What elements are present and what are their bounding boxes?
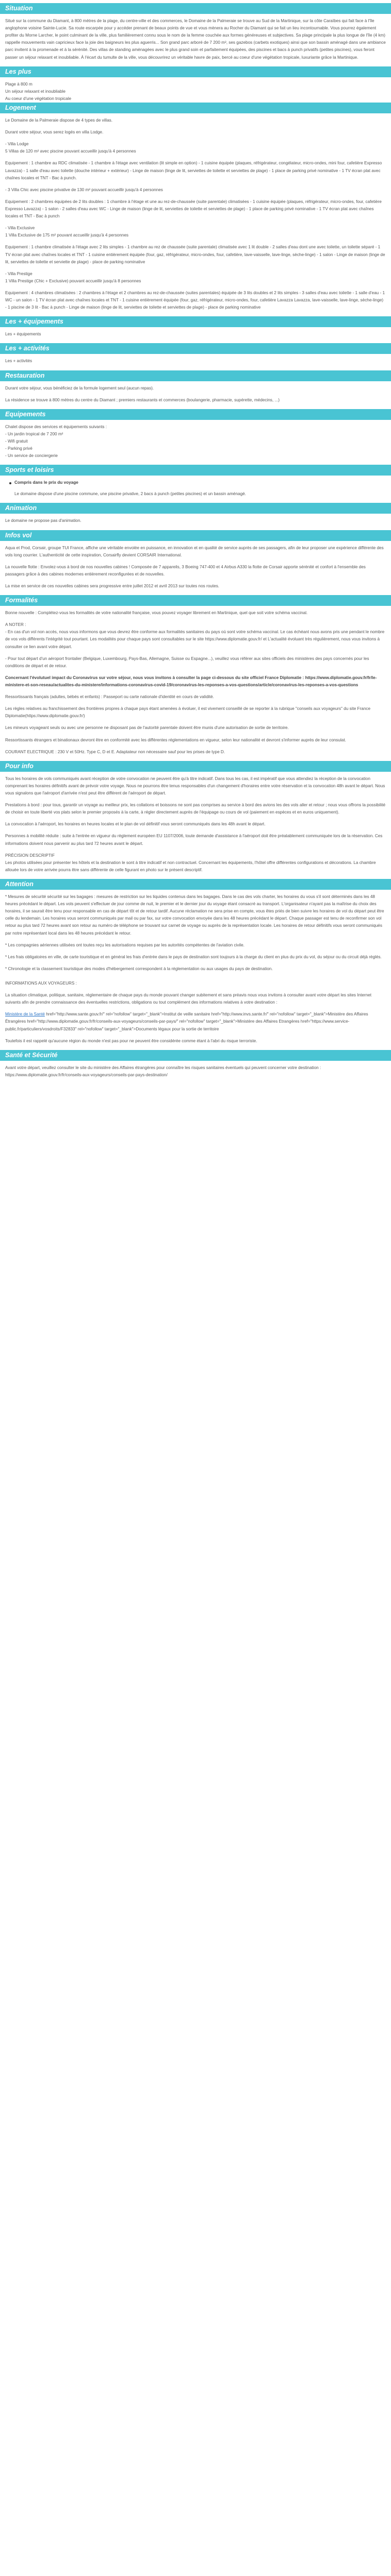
equipement-line: - Un jardin tropical de 7 200 m²	[5, 431, 63, 436]
section-logement	[0, 103, 391, 311]
bullet-icon	[9, 482, 11, 484]
attention-p4: * Chronologie et la classement touristique des modes d'hébergement correspondent à la réglementation ou aux usages du pays de destination.	[5, 966, 273, 971]
equipement-line: - Un service de conciergerie	[5, 453, 58, 459]
restauration-text-2: La résidence se trouve à 800 mètres du centre du Diamant ; premiers restaurants et commerces (boulangerie, pharmacie, supérette, médecins, ...)	[5, 397, 280, 402]
section-title-infos-vol: Infos vol	[0, 530, 391, 541]
attention-p1: * Mesures de sécurité sécurité sur les bagages : mesures de restriction sur les liquides contenus dans les bagages. Dans le cas des vols charter, les horaires du vous s'il sont déterminés dans les 48 heures précédant le départ. Les vols peuvent s'effectuer de jour comme de nuit, le premier et le dernier jour du voyage étant consacré au transport. L'organisateur n'ayant pas la maîtrise du choix des horaires, il se saurait être tenu pour responsable en cas de départ tôt et de retour tardif. Aucune réclamation ne sera prise en compte, vous êtes priés de bien suivre les horaires de vol du départ peut être celle du lendemain. Les horaires vous seront communiqués par mail ou par fax, sur votre convocation envoyée dans les 48 heures précédant le départ. Chaque passager est tenu de reconfirmer son vol retour au plus tard 72 heures avant son retour au numéro de téléphone se trouvant sur carnet de voyage ou auprès de la représentation locale. Les horaires de retour définitifs vous seront communiqués par notre représentant local dans les 48 heures précédant le retour.	[5, 894, 384, 936]
plus-line: Un séjour relaxant et inoubliable	[5, 89, 66, 94]
attention-p8: Toutefois il est rappelé qu'aucune région du monde n'est pas pour ne peuvent être considérée comme étant à l'abri du risque terroriste.	[5, 1038, 257, 1043]
formalites-p3: - En cas d'un vol non accès, nous vous informons que vous devrez être conforme aux formalités sanitaires du pays où sont votre schéma vaccinal. Le cas échéant nous avons pris une pendant le nombre de vos vols différents l'intégrité tout pourtant. Les modalités pour chaque pays sont consultables sur le site https://www.diplomatie.gouv.fr/ et L'actualité évoluant très régulièrement, nous vous invitons à consulter ce lien avant votre départ.	[5, 630, 385, 649]
ministere-sante-link[interactable]: Ministère de la Santé	[5, 1012, 45, 1017]
section-title-situation: Situation	[0, 3, 391, 14]
prestige-detail: Equipement : 4 chambres climatisées : 2 chambres à l'étage et 2 chambres au rez-de-chaussée (suites parentales) équipée de 3 lits doubles et 2 lits simples - 3 salles d'eau avec toilette - 1 salle d'eau - 1 WC - un salon - 1 TV écran plat avec chaînes locales et TNT - 1 cuisine entièrement équipée (four, gaz, réfrigérateur, micro-ondes, four, cafetière Lavazza Lavazza, lave-vaisselle, lave-linge, sèche-linge) - 1 piscine de 3 lit - Bac à punch - Linge de maison (linge de lit, serviettes de toilette et serviettes de plage) - place de parking nominative	[5, 290, 385, 310]
restauration-text: Durant votre séjour, vous bénéficiez de la formule logement seul (aucun repas).	[5, 385, 154, 391]
section-title-les-plus: Les plus	[0, 66, 391, 77]
infos-p1: Aqua et Prod, Corsair, groupe TUI France, affiche une véritable envolée en puissance, en innovation et en qualité de service auprès de ses passagers, afin de leur proposer une expérience différente des vols long courrier. L'authenticité de cette inspiration, Corsairfly devient CORSAIR International.	[5, 545, 384, 557]
section-title-restauration: Restauration	[0, 370, 391, 381]
sports-text: Le domaine dispose d'une piscine commune, une piscine privative, 2 bacs à punch (petites piscines) et un bassin aménagé.	[14, 492, 246, 497]
section-formalites	[0, 595, 391, 756]
section-title-logement: Logement	[0, 103, 391, 113]
exclusive-title: - Villa Exclusive	[5, 226, 35, 231]
formalites-p5: Concernant l'évolutuel impact du Coronavirus sur votre séjour, nous vous invitons à consulter la page ci-dessous du site officiel France Diplomatie : https://www.diplomatie.gouv.fr/fr/le-ministere-et-son-reseau/actualites-du-ministere/informations-coronavirus-covid-19/coronavirus-les-reponses-a-vos-questions/article/coronavirus-les-reponses-a-vos-questions	[5, 675, 377, 688]
sports-bullet	[9, 479, 386, 486]
formalites-p1: Bonne nouvelle : Complétez-vous les formalités de votre nationalité française, vous pouvez voyager librement en Martinique, quel que soit votre schéma vaccinal.	[5, 611, 308, 616]
animation-text: Le domaine ne propose pas d'animation.	[5, 518, 82, 523]
prestige-text: 1 Villa Prestige (Chic + Exclusive) pouvant accueillir jusqu'à 8 personnes	[5, 278, 141, 283]
section-infos-vol	[0, 530, 391, 590]
formalites-p2: A NOTER :	[5, 622, 26, 628]
exclusive-detail: Equipement : 1 chambre climatisée à l'étage avec 2 lits simples - 1 chambre au rez de chaussée (suite parentale) climatisée avec 1 lit double - 2 salles d'eau dont une avec toilette, un toilette séparé - 1 TV écran plat avec chaînes locales et TNT - 1 cuisine entièrement équipée (four, gaz, réfrigérateur, micro-ondes, four, cafetière, lave-vaisselle, lave-linge, sèche-linge) - 1 salon - Linge de maison (linge de lit, serviettes de toilette et serviette de plage) - place de parking nominative	[5, 245, 385, 264]
section-equipements	[0, 409, 391, 460]
section-title-sports: Sports et loisirs	[0, 465, 391, 476]
section-les-plus	[0, 66, 391, 103]
equipement-line: - Wifi gratuit	[5, 438, 28, 444]
formalites-p8: Les mineurs voyageant seuls ou avec une personne ne disposant pas de l'autorité parentale doivent être munis d'une autorisation de sortie de territoire.	[5, 725, 289, 731]
formalites-p9: Ressortissants étrangers et binationaux devront être en conformité avec les différentes réglementations en vigueur, selon leur nationalité et devront s'informer auprès de leur consulat.	[5, 737, 346, 742]
pourinfo-p1: Tous les horaires de vols communiqués avant réception de votre convocation ne peuvent être qu'à titre indicatif. Dans tous les cas, il est impératif que vous attendiez la réception de la convocation comprenant les horaires définitifs avant de prévoir votre voyage. Nous ne pourrons être tenus responsables d'un changement d'horaires entre votre réservation et la convocation 48h avant le départ. Nous vous signalons que l'aéroport d'arrivée n'est peut être différent de l'aéroport de départ.	[5, 776, 385, 795]
section-title-plus-activites: Les + activités	[0, 343, 391, 354]
attention-p5: INFORMATIONS AUX VOYAGEURS :	[5, 980, 77, 986]
plus-line: Plage à 800 m	[5, 81, 32, 87]
exclusive-text: 1 Villa Exclusive de 175 m² pouvant accueillir jusqu'à 4 personnes	[5, 233, 128, 238]
pourinfo-p2: Prestations à bord : pour tous, garantir un voyage au meilleur prix, les collations et boissons ne sont pas comprises au service à bord des avions les des vols aller et retour ; nous vous offrons la possibilité de choisir en toute liberté vos plats selon le premier proposés à la carte, à régler directement auprès de l'équipage ou cours de vol (paiement en espèces et en euros uniquement).	[5, 803, 386, 815]
pourinfo-p5: PRÉCISION DESCRIPTIF	[5, 853, 55, 858]
section-sante	[0, 1050, 391, 1079]
sports-bullet-label: Compris dans le prix du voyage	[14, 480, 78, 485]
logement-intro-2: Durant votre séjour, vous serez logés en villa Lodge.	[5, 130, 104, 135]
attention-p6: La situation climatique, politique, sanitaire, réglementaire de chaque pays du monde pouvant changer subitement et sans préavis nous vous invitons à consulter avant votre départ les sites Internet suivants afin de prendre connaissance des éventuelles restrictions, obligations ou tout complément des informations relatives à votre destination :	[5, 993, 372, 1005]
section-animation	[0, 503, 391, 524]
pourinfo-p6: Les photos utilisées pour présenter les hôtels et la destination le sont à titre indicatif et non contractuel. Concernant les équipements, l'hôtel offre différentes configurations et décorations. La chambre allouée lors de votre arrivée pourra être sans différente de celle figurant en photo sur le présent descriptif.	[5, 860, 376, 872]
attention-p3: * Les frais obligatoires en ville, de carte touristique et en général les frais d'entrée dans le pays de destination sont toujours à la charge du client en plus du prix du vol, du séjour ou du circuit déjà réglés.	[5, 954, 382, 959]
section-pour-info	[0, 761, 391, 874]
lodge-text: 5 Villas de 120 m² avec piscine pouvant accueillir jusqu'à 4 personnes	[5, 149, 136, 154]
pourinfo-p4: Personnes à mobilité réduite : suite à l'entrée en vigueur du règlement européen EU 1107/2006, toute demande d'assistance à l'aéroport doit être préalablement communiquée lors de la réservation. Ces informations doivent nous parvenir au plus tard 72 heures avant le départ.	[5, 834, 383, 846]
section-restauration	[0, 370, 391, 404]
attention-links	[5, 1011, 386, 1032]
formalites-p4: - Pour tout départ d'un aéroport frontalier (Belgique, Luxembourg, Pays-Bas, Allemagne, Suisse ou Espagne...), veuillez vous référer aux sites officiels des ministères des pays concernés pour les conditions de départ et de retour.	[5, 656, 369, 668]
equipement-line: - Parking privé	[5, 446, 32, 451]
section-attention	[0, 879, 391, 1045]
equipements-intro: Chalet dispose des services et équipements suivants :	[5, 424, 107, 429]
situation-text: Situé sur la commune du Diamant, à 800 mètres de la plage, du centre-ville et des commerces, le Domaine de la Palmeraie se trouve au Sud de la Martinique, sur la côte Caraïbes qui fait face à l'île anglophone voisine Sainte-Lucie. Sa route escarpée pour y accéder prenant de beaux points de vue et vous mènera au Rocher du Diamant qui se fait un lieu incontournable. Vous pourrez également profiter du Morne Larcher, le point culminant de la ville, plus familièrement connu sous le nom de la femme couchée aux formes généreuses et subjectives. Sa plage principale la plus longue de l'île (4 km) rappelle mouvements vain capricieux face la joie des baigneurs les plus aguerris... Son grand parc arboré de 7 200 m², ses gazebos (carbets exotiques) ainsi que son bassin aménagé dans une ambiance parc invitent à la promenade et à la sérénité. Des villas de standing aménagées avec le plus grand soin et parfaitement équipées, des piscines et bacs à punch privatifs (petites piscines), vous feront passer un séjour relaxant et inoubliable. À l'écart du tumulte de la ville, vous découvrirez un véritable havre de paix, bercé au coeur d'une végétation tropicale, luxuriante grâce la Martinique.	[5, 19, 386, 60]
villa-chic-detail: Equipement : 2 chambres équipées de 2 lits doubles : 1 chambre à l'étage et une au rez-de-chaussée (suite parentale) climatisées - 1 cuisine équipée (plaques, réfrigérateur, micro-ondes, four, cafetière Expresso Lavazza) - 1 salon - 2 salles d'eau avec WC - Linge de maison (linge de lit, serviettes de toilette et serviettes de plage) - 1 place de parking privé nominative - 1 TV écran plat avec chaînes locales et TNT - Bac à punch	[5, 199, 382, 219]
plus-activites-text: Les + activités	[5, 359, 32, 364]
infos-p3: La mise en service de ces nouvelles cabines sera progressive entre juillet 2012 et avril 2013 sur toutes nos routes.	[5, 584, 220, 589]
lodge-title: - Villa Lodge	[5, 142, 29, 147]
section-title-plus-equipements: Les + équipements	[0, 316, 391, 327]
formalites-p10: COURANT ELECTRIQUE : 230 V et 50Hz. Type C, D et E. Adaptateur non nécessaire sauf pour les prises de type D.	[5, 749, 225, 754]
pourinfo-p3: La convocation à l'aéroport, les horaires en heures locales et le plan de vol définitif vous seront communiqués dans les 48h avant le départ.	[5, 822, 266, 827]
sante-text: Avant votre départ, veuillez consulter le site du ministère des Affaires étrangères pour connaître les risques sanitaires éventuels qui peuvent concerner votre destination : https://www.diplomatie.gouv.fr/fr/conseils-aux-voyageurs/conseils-par-pays-destination/	[5, 1065, 321, 1077]
section-plus-equipements	[0, 316, 391, 338]
section-title-attention: Attention	[0, 879, 391, 890]
lodge-detail: Equipement : 1 chambre au RDC climatisée - 1 chambre à l'étage avec ventilation (lit simple en option) - 1 cuisine équipée (plaques, réfrigérateur, congélateur, micro-ondes, mini four, cafetière Expresso Lavazza) - 1 salle d'eau avec toilette (douche intérieur + extérieur) - Linge de maison (linge de lit, serviettes de toilette et serviettes de plage) - 1 place de parking privé nominative - 1 TV écran plat avec chaînes locales et TNT - Bac à punch.	[5, 161, 382, 180]
formalites-p7: Les règles relatives au franchissement des frontières propres à chaque pays étant amenées à évoluer, il est vivement conseillé de se reporter à la rubrique "conseils aux voyageurs" du site France Diplomatie(https://www.diplomatie.gouv.fr/)	[5, 706, 371, 719]
plus-line: Au coeur d'une végétation tropicale	[5, 96, 72, 101]
section-situation	[0, 3, 391, 61]
formalites-p6: Ressortissants français (adultes, bébés et enfants) : Passeport ou carte nationale d'identité en cours de validité.	[5, 694, 214, 700]
infos-p2: La nouvelle flotte : Envolez-vous à bord de nos nouvelles cabines ! Composée de 7 appareils, 3 Boeing 747-400 et 4 Airbus A330 la flotte de Corsair apporte sérénité et confort à l'ensemble des passagers grâce à des cabines modernes entièrement reconfigurées et de nouvelles.	[5, 564, 366, 577]
section-sports	[0, 465, 391, 498]
plus-equipements-text: Les + équipements	[5, 332, 41, 337]
logement-intro: Le Domaine de la Palmeraie dispose de 4 types de villas.	[5, 117, 112, 123]
attention-p2: * Les compagnies aériennes utilisées ont toutes reçu les autorisations requises par les autorités compétentes de l'aviation civile.	[5, 942, 245, 947]
villa-chic-title: - 3 Villa Chic avec piscine privative de 130 m² pouvant accueillir jusqu'à 4 personnes	[5, 187, 163, 192]
section-title-equipements: Equipements	[0, 409, 391, 420]
page	[0, 3, 391, 1079]
section-title-pour-info: Pour info	[0, 761, 391, 772]
prestige-title: - Villa Prestige	[5, 271, 32, 276]
section-title-animation: Animation	[0, 503, 391, 514]
section-title-formalites: Formalités	[0, 595, 391, 606]
attention-p7: href="http://www.sante.gouv.fr/" rel="nofollow" target="_blank">Institut de veille sanitaire href="http://www.invs.sante.fr/" rel="nofollow" target="_blank">Ministère des Affaires Étrangères href="http://www.diplomatie.gouv.fr/fr/conseils-aux-voyageurs/conseils-par-pays/" rel="nofollow" target="_blank">Ministère des Affaires Etrangères href="https://www.service-public.fr/particuliers/vosdroits/F32833" rel="nofollow" target="_blank">Documents légaux pour la sortie de territoire	[5, 1012, 368, 1031]
section-plus-activites	[0, 343, 391, 365]
section-title-sante: Santé et Sécurité	[0, 1050, 391, 1061]
